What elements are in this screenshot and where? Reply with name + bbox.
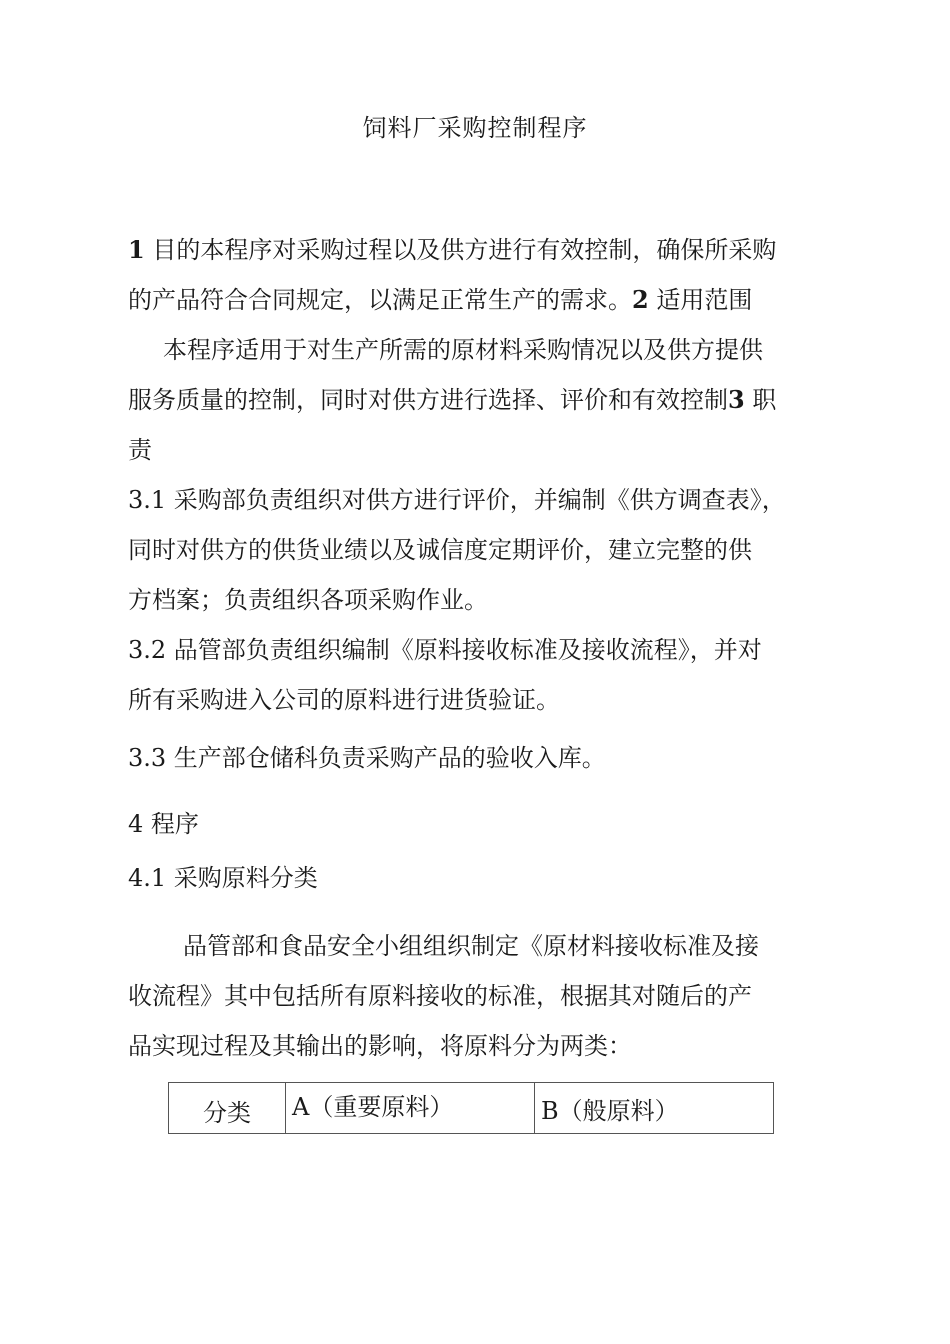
table-cell-class-b: B（般原料） <box>535 1083 774 1134</box>
section-heading: 职 <box>744 386 777 414</box>
paragraph-line-15: 收流程》其中包括所有原料接收的标准，根据其对随后的产 <box>128 982 752 1010</box>
line-text: 目的本程序对采购过程以及供方进行有效控制，确保所采购 <box>144 236 777 264</box>
paragraph-line-16: 品实现过程及其输出的影响，将原料分为两类： <box>128 1032 632 1060</box>
paragraph-line-14: 品管部和食品安全小组组织制定《原材料接收标准及接 <box>183 932 759 960</box>
paragraph-line-8: 方档案；负责组织各项采购作业。 <box>128 586 488 614</box>
section-number: 2 <box>632 285 649 314</box>
section-heading-4-1: 4.1 采购原料分类 <box>128 864 318 892</box>
section-number: 3 <box>728 385 745 414</box>
paragraph-line-4 <box>128 384 776 416</box>
table-row <box>169 1083 774 1134</box>
paragraph-line-3: 本程序适用于对生产所需的原材料采购情况以及供方提供 <box>163 336 763 364</box>
paragraph-line-9: 3.2 品管部负责组织编制《原料接收标准及接收流程》，并对 <box>128 636 762 664</box>
classification-table <box>168 1082 774 1134</box>
paragraph-line-7: 同时对供方的供货业绩以及诚信度定期评价，建立完整的供 <box>128 536 752 564</box>
line-text: 的产品符合合同规定，以满足正常生产的需求。 <box>128 286 632 314</box>
paragraph-line-11: 3.3 生产部仓储科负责采购产品的验收入库。 <box>128 744 606 772</box>
paragraph-line-2 <box>128 284 752 316</box>
table-cell-class-a: A（重要原料） <box>286 1083 535 1134</box>
paragraph-line-5: 责 <box>128 436 152 464</box>
paragraph-line-1 <box>128 234 776 266</box>
document-title: 饲料厂采购控制程序 <box>362 114 588 142</box>
paragraph-line-6: 3.1 采购部负责组织对供方进行评价，并编制《供方调查表》， <box>128 486 786 514</box>
line-text: 服务质量的控制，同时对供方进行选择、评价和有效控制 <box>128 386 728 414</box>
table-cell-category: 分类 <box>169 1083 286 1134</box>
paragraph-line-10: 所有采购进入公司的原料进行进货验证。 <box>128 686 560 714</box>
section-number: 1 <box>128 235 145 264</box>
section-heading: 适用范围 <box>648 286 753 314</box>
section-heading-4: 4 程序 <box>128 810 199 838</box>
